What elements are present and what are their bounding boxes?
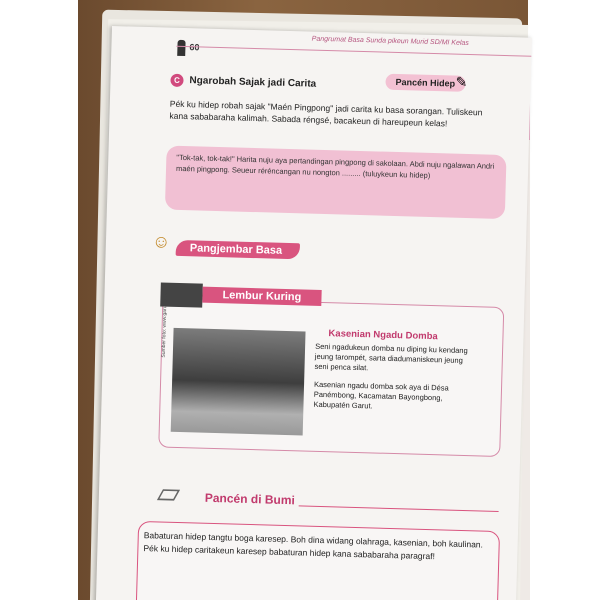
homework-text: Babaturan hidep tangtu boga karesep. Boh dina widang olahraga, kasenian, boh kaulinan. Pék ku hidep caritakeun karesep babaturan hidep kana sababaraha paragraf! — [143, 530, 484, 562]
photo-credit: Sumber foto: www.garut.go.id — [160, 291, 169, 358]
header-rule — [176, 46, 531, 57]
section-letter-badge: C — [170, 74, 183, 87]
page-number-text: 60 — [189, 42, 200, 53]
kasenian-paragraph-2: Kasenian ngadu domba sok aya di Désa Panémbong, Kacamatan Bayongbong, Kabupatén Garut. — [313, 379, 449, 411]
book-page — [95, 26, 532, 600]
instruction-paragraph: Pék ku hidep robah sajak "Maén Pingpong" jadi carita ku basa sorangan. Tuliskeun kana sababaraha kalimah. Sabada réngsé, bacakeun di hareupeun kelas! — [169, 98, 483, 129]
task-tag: Pancén Hidep — [385, 74, 465, 92]
pangjembar-title: Pangjembar Basa — [176, 240, 301, 259]
character-icon: ☺ — [151, 231, 171, 252]
ram-fight-photo — [171, 328, 306, 436]
section-c-title: Ngarobah Sajak jadi Carita — [189, 75, 317, 90]
running-header: Pangrumat Basa Sunda pikeun Murid SD/MI Kelas — [311, 35, 469, 47]
pancen-di-bumi-title: Pancén di Bumi — [204, 490, 296, 508]
book-icon: ▱ — [156, 476, 181, 511]
lembur-kuring-title: Lembur Kuring — [202, 287, 321, 306]
kasenian-paragraph-1: Seni ngadukeun domba nu diping ku kendang jeung tarompét, sarta diadumaniskeun jeung seni penca silat. — [314, 341, 468, 373]
pancen-rule — [299, 505, 499, 512]
section-c-heading — [170, 74, 316, 91]
pencil-icon: ✎ — [455, 73, 468, 90]
kasenian-heading: Kasenian Ngadu Domba — [328, 328, 438, 343]
example-box: "Tok-tak, tok-tak!" Harita nuju aya pertandingan pingpong di sakolaan. Abdi nuju ngalawan Andri maén pingpong. Seueur réréncangan nu nongton ......... (tuluykeun ku hidep) — [165, 146, 507, 219]
